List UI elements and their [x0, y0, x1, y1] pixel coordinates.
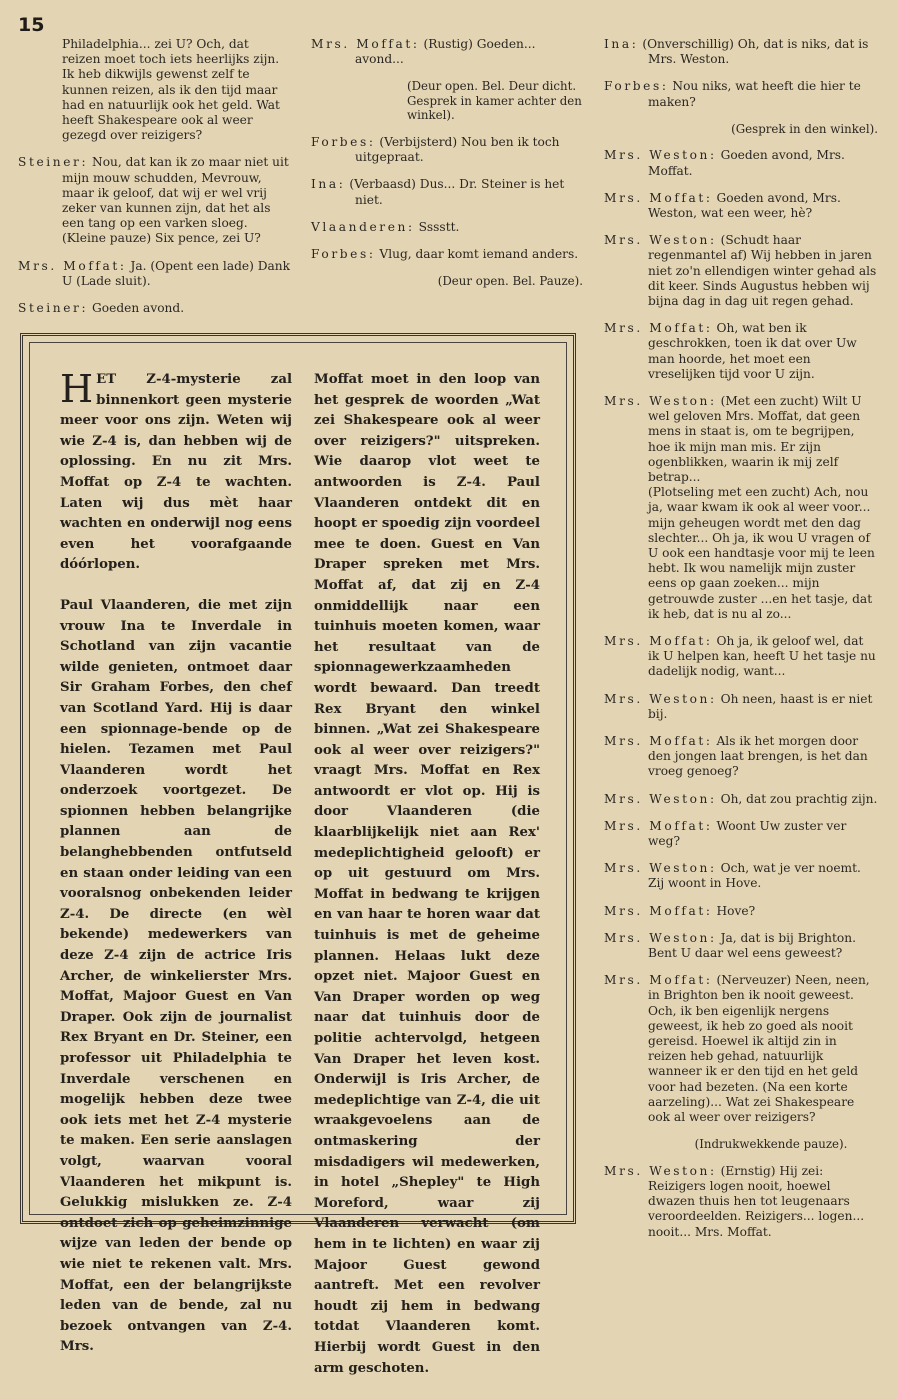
dialogue-line: Forbes: (Verbijsterd) Nou ben ik toch uitgepraat.: [311, 134, 560, 165]
speaker-name: Mrs. Weston:: [604, 930, 717, 945]
speaker-name: Mrs. Moffat:: [604, 903, 713, 918]
speaker-name: Mrs. Moffat:: [604, 321, 713, 336]
speaker-name: Mrs. Weston:: [604, 393, 717, 408]
speaker-name: Mrs. Moffat:: [311, 37, 420, 51]
dialogue-line: Steiner: Nou, dat kan ik zo maar niet uit mijn mouw schudden, Mevrouw, maar ik geloof, dat wij er wel vrij zeker van kunnen zijn, dat het als een tang op een varken sloeg. (Kleine pauze) Six pence, zei U?: [18, 155, 289, 246]
stage-direction: (Indrukwekkende pauze).: [694, 1137, 848, 1152]
stage-direction: (Gesprek in den winkel).: [731, 121, 878, 136]
speaker-name: Mrs. Weston:: [604, 691, 717, 706]
speaker-name: Mrs. Weston:: [604, 861, 717, 876]
dialogue-line: Mrs. Moffat: Hove?: [604, 903, 756, 918]
stage-direction: (Deur open. Bel. Deur dicht. Gesprek in kamer achter den winkel).: [407, 79, 582, 123]
speaker-name: Mrs. Moffat:: [604, 734, 713, 749]
speaker-name: Forbes:: [604, 79, 669, 94]
dialogue-line: Mrs. Weston: Och, wat je ver noemt. Zij woont in Hove.: [604, 861, 861, 891]
dialogue-line: Mrs. Weston: Goeden avond, Mrs. Moffat.: [604, 148, 845, 178]
dialogue-column-left: [18, 37, 290, 328]
dialogue-line: Steiner: Goeden avond.: [18, 301, 185, 316]
dialogue-line: Mrs. Weston: (Ernstig) Hij zei: Reizigers logen nooit, hoewel dwazen thuis hen tot leugenaars veroordeelden. Reizigers... logen... nooit... Mrs. Moffat.: [604, 1163, 865, 1239]
dialogue-line: Mrs. Weston: (Schudt haar regenmantel af) Wij hebben in jaren niet zo'n ellendigen winter gehad als dit keer. Sinds Augustus hebben wij bijna dag in dag uit regen gehad.: [604, 233, 877, 308]
speaker-name: Mrs. Weston:: [604, 1163, 717, 1178]
dialogue-line: Vlaanderen: Sssstt.: [311, 219, 460, 234]
summary-column-right: [314, 370, 540, 1399]
dialogue-column-middle: [311, 37, 583, 301]
dialogue-line: Forbes: Vlug, daar komt iemand anders.: [311, 246, 579, 261]
dialogue-line: Forbes: Nou niks, wat heeft die hier te maken?: [604, 79, 861, 109]
speaker-name: Mrs. Weston:: [604, 148, 717, 163]
dialogue-line: Mrs. Moffat: Ja. (Opent een lade) Dank U (Lade sluit).: [18, 258, 291, 288]
dialogue-line: Mrs. Moffat: Oh, wat ben ik geschrokken, toen ik dat over Uw man hoorde, het moet een vreselijken tijd voor U zijn.: [604, 321, 857, 381]
speaker-name: Steiner:: [18, 301, 89, 316]
dialogue-line: Mrs. Moffat: Woont Uw zuster ver weg?: [604, 818, 847, 849]
speaker-name: Mrs. Weston:: [604, 233, 717, 248]
dialogue-line: (Plotseling met een zucht) Ach, nou ja, waar kwam ik ook al weer voor... mijn geheugen wordt met den dag slechter... Oh ja, ik wou U vragen of U ook een handtasje voor mij te leen hebt. Ik wou namelijk mijn zuster eens op gaan zoeken... mijn getrouwde zuster ...en het tasje, dat ik heb, dat is nu al zo...: [648, 485, 875, 621]
speaker-name: Mrs. Moffat:: [604, 973, 713, 988]
dialogue-line: Ina: (Onverschillig) Oh, dat is niks, dat is Mrs. Weston.: [604, 37, 869, 67]
speaker-name: Mrs. Moffat:: [604, 818, 713, 833]
dialogue-line: Ina: (Verbaasd) Dus... Dr. Steiner is het niet.: [311, 177, 565, 207]
speaker-name: Forbes:: [311, 134, 376, 149]
dialogue-line: Mrs. Moffat: Goeden avond, Mrs. Weston, wat een weer, hè?: [604, 190, 841, 220]
speaker-name: Mrs. Moffat:: [18, 258, 127, 273]
dialogue-column-right: [604, 37, 878, 1252]
speaker-name: Ina:: [311, 177, 346, 192]
summary-column-left: [60, 367, 292, 1378]
speaker-name: Mrs. Moffat:: [604, 190, 713, 205]
summary-paragraph: Moffat moet in den loop van het gesprek de woorden „Wat zei Shakespeare ook al weer over reizigers?" uitspreken. Wie daarop vlot weet te antwoorden is Z-4. Paul Vlaanderen ontdekt dit en hoopt er spoedig zijn voordeel mee te doen. Guest en Van Draper spreken met Mrs. Moffat af, dat zij en Z-4 onmiddellijk naar een tuinhuis moeten komen, waar het resultaat van de spionnagewerkzaamheden wordt bewaard. Dan treedt Rex Bryant den winkel binnen. „Wat zei Shakespeare ook al weer over reizigers?" vraagt Mrs. Moffat en Rex antwoordt er vlot op. Hij is door Vlaanderen (die klaarblijkelijk niet aan Rex' medeplichtigheid gelooft) er op uit gestuurd om Mrs. Moffat in bedwang te krijgen en van haar te horen waar dat tuinhuis is met de geheime plannen. Helaas lukt deze opzet niet. Majoor Guest en Van Draper worden op weg naar dat tuinhuis door de politie achtervolgd, hetgeen Van Draper het leven kost. Onderwijl is Iris Archer, de medeplichtige van Z-4, die uit wraakgevoelens aan de ontmaskering der misdadigers wil medewerken, in hotel „Shepley" te High Moreford, waar zij Vlaanderen verwacht (om hem in te lichten) en waar zij Majoor Guest gewond aantreft. Met een revolver houdt zij hem in bedwang totdat Vlaanderen komt. Hierbij wordt Guest in den arm geschoten.: [314, 372, 540, 1376]
dialogue-line: Mrs. Weston: Oh, dat zou prachtig zijn.: [604, 791, 878, 806]
speaker-name: Mrs. Moffat:: [604, 634, 713, 648]
speaker-name: Mrs. Weston:: [604, 791, 717, 806]
dialogue-line: Mrs. Weston: (Met een zucht) Wilt U wel geloven Mrs. Moffat, dat geen mens in staat is, om te begrijpen, hoe ik mijn man mis. Er zijn ogenblikken, waarin ik mij zelf betrap...: [604, 393, 862, 484]
drop-cap: H: [60, 367, 94, 411]
dialogue-line: Philadelphia... zei U? Och, dat reizen moet toch iets heerlijks zijn. Ik heb dikwijls gewenst zelf te kunnen reizen, als ik den tijd maar had en natuurlijk ook het geld. Wat heeft Shakespeare ook al weer gezegd over reizigers?: [62, 37, 280, 143]
dialogue-line: Mrs. Weston: Oh neen, haast is er niet bij.: [604, 691, 873, 721]
speaker-name: Steiner:: [18, 155, 89, 170]
summary-intro-paragraph: HET Z-4-mysterie zal binnenkort geen mysterie meer voor ons zijn. Weten wij wie Z-4 is, dan hebben wij de oplossing. En nu zit Mrs. Moffat op Z-4 te wachten. Laten wij dus mèt haar wachten en onderwijl nog eens even het voorafgaande dóórlopen.: [60, 367, 292, 573]
dialogue-line: Mrs. Moffat: Als ik het morgen door den jongen laat brengen, is het dan vroeg genoeg?: [604, 734, 868, 779]
speaker-name: Vlaanderen:: [311, 219, 415, 234]
dialogue-line: Mrs. Moffat: Oh ja, ik geloof wel, dat ik U helpen kan, heeft U het tasje nu dadelijk nodig, want...: [604, 634, 876, 679]
stage-direction: (Deur open. Bel. Pauze).: [437, 274, 583, 289]
dialogue-line: Mrs. Moffat: (Rustig) Goeden... avond...: [311, 37, 536, 67]
speaker-name: Ina:: [604, 37, 639, 51]
page-number: 15: [18, 14, 45, 36]
dialogue-line: Mrs. Moffat: (Nerveuzer) Neen, neen, in Brighton ben ik nooit geweest. Och, ik ben eigenlijk nergens geweest, ik heb zo goed als nooit gereisd. Hoewel ik altijd zin in reizen heb gehad, natuurlijk wanneer ik er den tijd en het geld voor had bezeten. (Na een korte aarzeling)... Wat zei Shakespeare ook al weer over reizigers?: [604, 973, 870, 1125]
summary-paragraph: Paul Vlaanderen, die met zijn vrouw Ina te Inverdale in Schotland van zijn vacantie wilde genieten, ontmoet daar Sir Graham Forbes, den chef van Scotland Yard. Hij is daar een spionnage-bende op de hielen. Tezamen met Paul Vlaanderen wordt het onderzoek voortgezet. De spionnen hebben belangrijke plannen aan de belanghebbenden ontfutseld en staan onder leiding van een vooralsnog onbekenden leider Z-4. De directe (en wèl bekende) medewerkers van deze Z-4 zijn de actrice Iris Archer, de winkelierster Mrs. Moffat, Majoor Guest en Van Draper. Ook zijn de journalist Rex Bryant en Dr. Steiner, een professor uit Philadelphia te Inverdale verschenen en mogelijk hebben deze twee ook iets met het Z-4 mysterie te maken. Een serie aanslagen volgt, waarvan vooral Vlaanderen het mikpunt is. Gelukkig mislukken ze. Z-4 ontdoet zich op geheimzinnige wijze van leden der bende op wie niet te rekenen valt. Mrs. Moffat, een der belangrijkste leden van de bende, zal nu bezoek ontvangen van Z-4. Mrs.: [60, 597, 292, 1355]
speaker-name: Forbes:: [311, 246, 376, 261]
dialogue-line: Mrs. Weston: Ja, dat is bij Brighton. Bent U daar wel eens geweest?: [604, 930, 856, 961]
